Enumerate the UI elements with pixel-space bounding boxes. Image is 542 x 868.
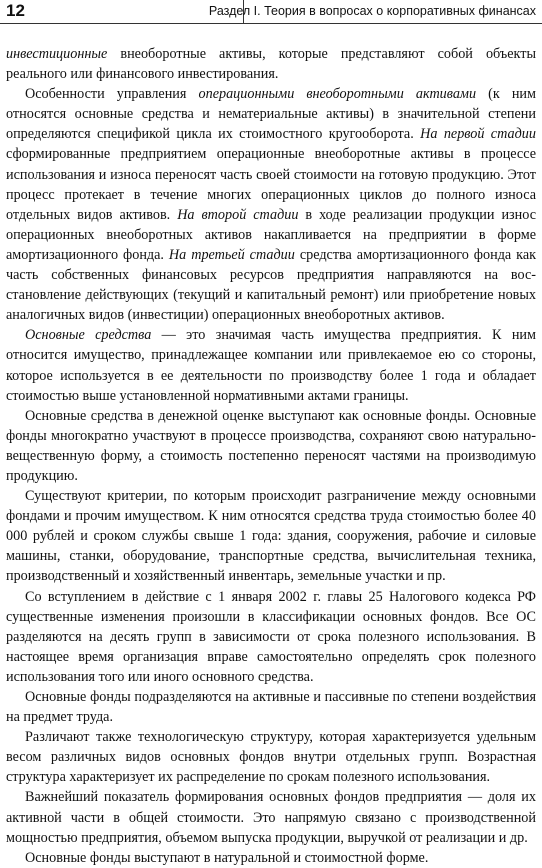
text-run: Особенности управления: [25, 86, 199, 103]
text-run: сформированные предприятием операционные внеоборотные активы в процессе использования и износа переносят часть своей стоимости на готовую продукцию. Этот процесс протекает в течение многих операционных циклов до полного износа отдельных видов активов.: [6, 146, 536, 223]
running-header-title: Раздел I. Теория в вопросах о корпоративных финансах: [208, 4, 536, 18]
paragraph: [6, 727, 536, 787]
paragraph: [6, 44, 536, 84]
paragraph: [6, 848, 536, 868]
paragraph: [6, 84, 536, 325]
text-run: — это значимая часть имущества предприятия. К ним относится имущество, принадлежащее компании или привлекаемое ею со стороны, которое используется в ее деятельности по производству более 1 года и обладает стоимостью выше установленной нормативными актами границы.: [6, 327, 536, 404]
text-run: в ходе реализации продукции износ операционных внеоборотных активов накапливается на предприятии в форме амортизационного фонда.: [6, 206, 536, 263]
running-header: [0, 0, 542, 32]
emphasized-term: На первой стадии: [420, 126, 536, 143]
text-run: внеоборотные активы, которые представляют собой объекты реального или финансового инвестирования.: [6, 46, 536, 83]
paragraph: [6, 787, 536, 847]
text-run: Основные средства в денежной оценке выступают как основные фонды. Основные фонды многократно участвуют в процессе производства, сохраняют свою натурально-вещественную форму, а стоимость постепенно переносят частями на производимую продукцию.: [6, 407, 536, 484]
text-run: Важнейший показатель формирования основных фондов предприятия — доля их активной части в общей стоимости. Это напрямую связано с производственной мощностью предприятия, объемом выпуска продукции, выручкой от реализации и др.: [6, 789, 536, 846]
emphasized-term: операционными внеоборотными активами: [198, 86, 477, 103]
text-run: средства амортизационного фонда как часть собственных финансовых ресурсов предприятия направляются на восстановление действующих (текущий и капитальный ремонт) или приобретение новых аналогичных видов (инвестиции) операционных внеоборотных активов.: [6, 246, 537, 324]
paragraph: [6, 406, 536, 486]
header-rule: [0, 23, 542, 24]
paragraph: [6, 587, 536, 687]
page-body: [6, 44, 536, 868]
text-run: Со вступлением в действие с 1 января 2002 г. главы 25 Налогового кодекса РФ существенные изменения произошли в классификации основных фондов. Все ОС разделяются на десять групп в зависимости от срока полезного использования. В настоящее время организация вправе самостоятельно определять срок полезного использования того или иного основного средства.: [6, 588, 536, 685]
text-run: Основные фонды выступают в натуральной и стоимостной форме.: [25, 849, 429, 866]
paragraph: [6, 325, 536, 405]
emphasized-term: Основные средства: [25, 327, 152, 344]
emphasized-term: инвестиционные: [6, 46, 108, 62]
text-run: Различают также технологическую структуру, которая характеризуется удельным весом различных видов основных фондов внутри отдельных групп. Возрастная структура характеризует их распределение по срокам полезного использования.: [6, 729, 536, 786]
text-run: (к ним относятся основные средства и нематериальные активы) в значительной степени определяются спецификой цикла их стоимостного кругооборота.: [6, 86, 536, 143]
text-run: Основные фонды подразделяются на активные и пассивные по степени воздействия на предмет труда.: [6, 689, 536, 726]
emphasized-term: На третьей стадии: [168, 246, 295, 263]
paragraph: [6, 486, 536, 586]
emphasized-term: На второй стадии: [177, 206, 299, 223]
text-run: Существуют критерии, по которым происходит разграничение между основными фондами и прочим имуществом. К ним относятся средства труда стоимостью более 40 000 рублей и сроком службы свыше 1 года: здания, сооружения, рабочие и силовые машины, станки, оборудование, транспортные средства, вычислительная техника, производственный и хозяйственный инвентарь, земельные участки и пр.: [6, 488, 536, 585]
page-number: 12: [6, 1, 25, 20]
paragraph: [6, 687, 536, 727]
